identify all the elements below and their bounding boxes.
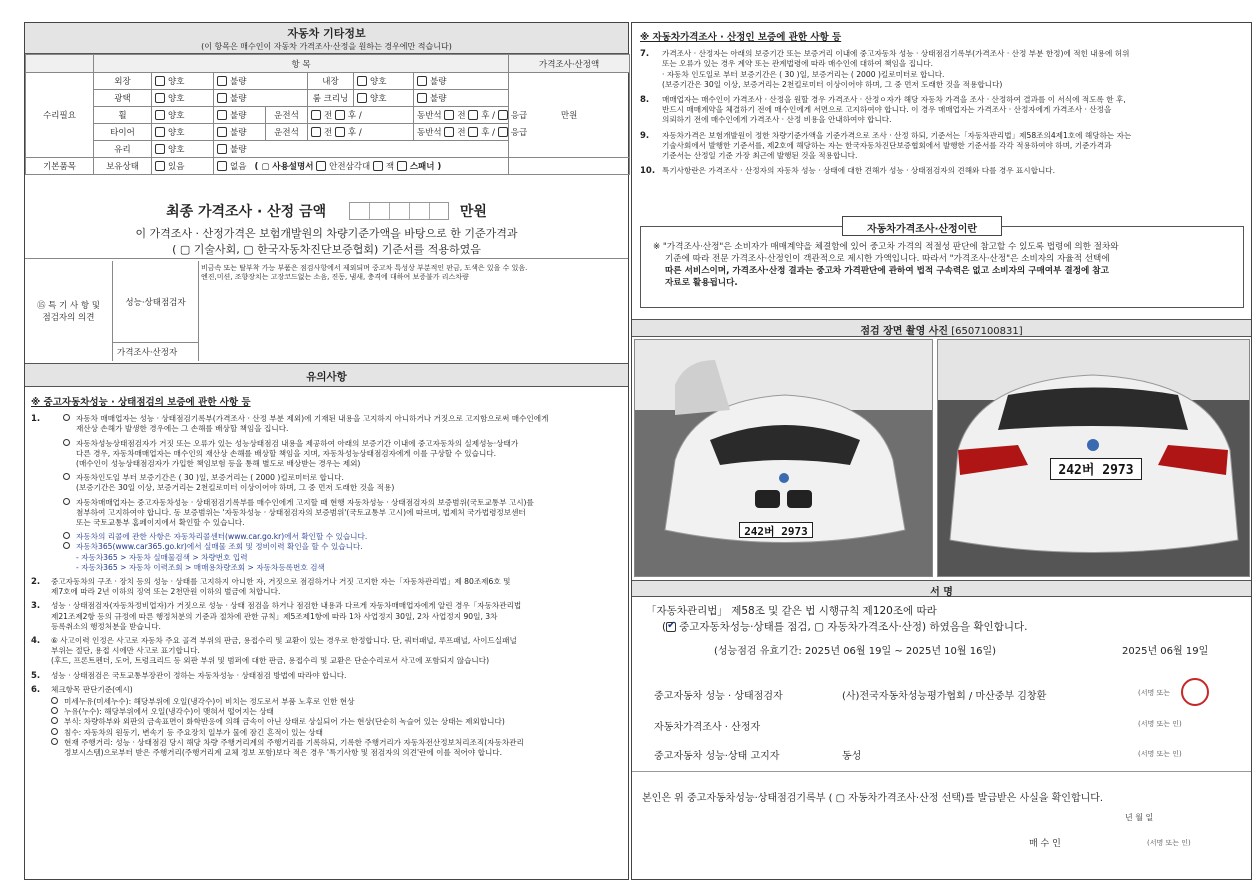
- notice-line: 누유(누수): 해당부위에서 오일(냉각수)이 맺혀서 떨어지는 상태: [64, 707, 274, 717]
- have-label: 있음: [168, 162, 185, 172]
- passenger-label: 동반석: [417, 111, 442, 121]
- appraisal-item-8: [640, 95, 1246, 126]
- row-interior: 내장: [308, 73, 354, 90]
- circle-bullet-icon: [63, 473, 70, 480]
- triangle-label: 안전삼각대: [329, 162, 371, 172]
- checkbox-icon[interactable]: [217, 110, 227, 120]
- circle-bullet-icon: [51, 717, 58, 724]
- row-exterior: 외장: [94, 73, 152, 90]
- sign-validity: (성능점검 유효기간: 2025년 06월 19일 ~ 2025년 10월 16일): [714, 646, 997, 657]
- good-label: 양호: [370, 94, 387, 104]
- notice-line: ⑥ 사고이력 인정은 사고로 자동차 주요 골격 부위의 판금, 용접수리 및 교환이 있는 경우로 한정합니다. 단, 쿼터패널, 루프패널, 사이드실패널: [51, 636, 517, 646]
- checkbox-icon[interactable]: [217, 161, 227, 171]
- passenger-label: 동반석: [417, 128, 442, 138]
- checkbox-icon[interactable]: [217, 144, 227, 154]
- notice-line: 부위는 절단, 용접 시에만 사고로 표기합니다.: [51, 646, 200, 656]
- room-bad[interactable]: [414, 90, 509, 107]
- final-price-row: [25, 201, 628, 221]
- circle-bullet-icon: [63, 498, 70, 505]
- notice-line: 자동차 매매업자는 성능 · 상태점검기록부(가격조사 · 산정 부분 제외)에 기재된 내용을 고지하지 아니하거나 거짓으로 고지함으로써 매수인에게: [76, 414, 549, 424]
- definition-line: 기준에 따라 전문 가격조사·산정인이 객관적으로 제시한 가액입니다. 따라서 "가격조사·산정"은 소비자의 자율적 선택에: [665, 254, 1110, 264]
- definition-line: ※ "가격조사·산정"은 소비자가 매매계약을 체결함에 있어 중고차 가격의 적절성 판단에 참고할 수 있도록 법령에 의한 절차와: [653, 242, 1119, 252]
- spanner-label: 스패너 ): [409, 162, 442, 172]
- notice-num: 4.: [31, 636, 41, 647]
- notice-line: 재산상 손해가 발생한 경우에는 그 손해를 배상할 책임을 집니다.: [76, 424, 289, 434]
- front-label: 전: [457, 111, 466, 121]
- tire-good[interactable]: [152, 124, 214, 141]
- checkbox-icon[interactable]: [155, 110, 165, 120]
- notice-line: 침수: 자동차의 원동기, 변속기 등 주요장치 일부가 물에 잠긴 흔적이 있는 상태: [64, 727, 323, 737]
- notice-line: 성능 · 상태점검은 국토교통부장관이 정하는 자동차성능 · 상태점검 방법에 따라야 합니다.: [51, 670, 347, 680]
- checkbox-icon[interactable]: [217, 76, 227, 86]
- notifier-name: 동성: [842, 751, 862, 762]
- front-label: 전: [457, 128, 466, 138]
- interior-bad[interactable]: [414, 73, 509, 90]
- rear-license-plate: 242버 2973: [1050, 458, 1142, 480]
- notice-line: 중고자동차의 구조 · 장치 등의 성능 · 상태를 고지하지 아니한 자, 거짓으로 점검하거나 거짓 고지한 자는「자동차관리법」제 80조제6호 및: [51, 577, 511, 587]
- notice-num: 3.: [31, 601, 41, 612]
- buyer-sign-note[interactable]: (서명 또는 인): [1147, 839, 1191, 847]
- notice-item-2: [31, 577, 625, 597]
- bad-label: 불량: [230, 77, 247, 87]
- emergency-label: 응급: [510, 128, 528, 138]
- rear-label: 후 /: [481, 128, 496, 138]
- notice-line: (보증기간은 30일 이상, 보증거리는 2천킬로미터 이상이어야 하며, 그 중 먼저 도래한 것을 적용): [76, 483, 395, 493]
- glass-good[interactable]: [152, 141, 214, 158]
- notice-line: 자동차성능상태점검자가 거짓 또는 오류가 있는 성능상태점검 내용을 제공하여 아래의 보증기간 이내에 중고자동차의 실제성능·상태가: [76, 438, 519, 448]
- checkbox-icon[interactable]: [155, 161, 165, 171]
- basic-label: 기본품목: [26, 158, 94, 175]
- notice-num: 5.: [31, 670, 41, 681]
- good-label: 양호: [168, 111, 185, 121]
- appraiser-label: 자동차가격조사 · 산정자: [654, 722, 761, 733]
- notice-num: 2.: [31, 577, 41, 588]
- opinion-text-2: 엔진,미션, 조향장치는 고장코드없는 소음, 진동, 냄새, 충격에 대하여 보증불가 리스차량: [201, 273, 469, 281]
- notice-line: 현재 주행거리: 성능 · 상태점검 당시 해당 차량 주행거리계의 주행거리를 기록하되, 기록한 주행거리가 자동차전산정보처리조직(자동차관리: [64, 737, 524, 747]
- notice-line: 자동차매매업자는 중고자동차성능 · 상태점검기록부를 매수인에게 고지할 때 현행 자동차성능 · 상태점검자의 보증범위(국토교통부 고시)를: [76, 497, 534, 507]
- sign-law: 「자동차관리법」 제58조 및 같은 법 시행규칙 제120조에 따라: [646, 605, 937, 617]
- checkbox-icon[interactable]: [316, 161, 326, 171]
- notice-line: 다른 경우, 자동차매매업자는 매수인의 재산상 손해를 배상할 책임을 지며, 자동차성능상태점검자에게 이를 구상할 수 있습니다.: [76, 448, 497, 458]
- circle-bullet-icon: [51, 738, 58, 745]
- good-label: 양호: [168, 145, 185, 155]
- emergency-label: 응급: [510, 111, 528, 121]
- appraisal-line: 가격조사 · 산정자는 아래의 보증기간 또는 보증거리 이내에 중고자동차 성능 · 상태점검기록부(가격조사 · 산정 부분 한정)에 적힌 내용에 허위: [662, 49, 1130, 59]
- opinion-inspector: 성능·상태점검자: [113, 261, 199, 343]
- circle-bullet-icon: [63, 532, 70, 539]
- notice-line: - 자동차365 > 자동차 실매물검색 > 차량번호 입력: [76, 552, 248, 562]
- rear-label: 후 /: [347, 128, 362, 138]
- buyer-ymd: 년 월 일: [1125, 813, 1154, 822]
- checkbox-icon[interactable]: [444, 127, 454, 137]
- tire-driver-opts[interactable]: [308, 124, 414, 141]
- definition-box-title: 자동차가격조사·산정이란: [842, 216, 1002, 236]
- final-line1: 이 가격조사 · 산정가격은 보험개발원의 차량기준가액을 바탕으로 한 기준가격과: [135, 227, 518, 240]
- final-price-block: [25, 193, 628, 259]
- good-label: 양호: [168, 128, 185, 138]
- exterior-good[interactable]: [152, 73, 214, 90]
- checkbox-icon[interactable]: [373, 161, 383, 171]
- notice-line: 미세누유(미세누수): 해당부위에 오일(냉각수)이 비치는 정도로서 부품 노후로 인한 현상: [64, 697, 355, 707]
- front-label: 전: [324, 111, 333, 121]
- notice-title: 유의사항: [25, 363, 628, 387]
- notice-item-6: [31, 685, 625, 758]
- tire-passenger-opts[interactable]: [414, 124, 630, 141]
- final-price-title: 최종 가격조사 · 산정 금액: [166, 204, 327, 220]
- tire-driver: 운전석: [266, 124, 308, 141]
- photo-id: [6507100831]: [951, 326, 1023, 337]
- vehicle-info-header: [25, 23, 628, 54]
- checkbox-icon[interactable]: [498, 110, 508, 120]
- notice-item-5: [31, 671, 625, 681]
- bad-label: 불량: [230, 145, 247, 155]
- final-price-unit: 만원: [459, 204, 487, 220]
- room-good[interactable]: [354, 90, 414, 107]
- keeping-none[interactable]: [214, 158, 509, 175]
- checkbox-icon[interactable]: [444, 110, 454, 120]
- wheel-good[interactable]: [152, 107, 214, 124]
- appraisal-item-10: [640, 166, 1246, 176]
- circle-bullet-icon: [51, 707, 58, 714]
- inspector-sign-note: (서명 또는: [1138, 689, 1171, 697]
- notice-item-1: [31, 414, 625, 573]
- gloss-good[interactable]: [152, 90, 214, 107]
- sign-check-line: 중고자동차성능·상태를 점검, ▢ 자동차가격조사·산정) 하였음을 확인합니다.: [679, 621, 1028, 633]
- appraisal-num: 9.: [640, 130, 650, 141]
- opinion-block: [25, 261, 628, 361]
- checkbox-icon[interactable]: [468, 127, 478, 137]
- appraisal-num: 10.: [640, 166, 656, 177]
- col-price-header: 가격조사·산정액: [509, 55, 630, 73]
- appraisal-line: 또는 오류가 있는 경우 계약 또는 관계법령에 따라 매수인에 대하여 책임을 집니다.: [662, 59, 934, 69]
- jack-label: 잭: [385, 162, 395, 172]
- vehicle-info-table: [25, 54, 630, 175]
- checkbox-icon[interactable]: [155, 93, 165, 103]
- checked-checkbox-icon[interactable]: [666, 622, 676, 632]
- notice-line: - 자동차365 > 자동차 이력조회 > 매매용차량조회 > 자동차등록번호 검색: [76, 562, 325, 572]
- rear-label: 후 /: [347, 111, 362, 121]
- good-label: 양호: [370, 77, 387, 87]
- definition-box: [640, 226, 1244, 308]
- good-label: 양호: [168, 77, 185, 87]
- notice-line: 부식: 차량하부와 외판의 금속표면이 화학반응에 의해 금속이 아닌 상태로 상실되어 가는 현상(단순히 녹슬어 있는 상태는 제외합니다): [64, 717, 505, 727]
- circle-bullet-icon: [51, 728, 58, 735]
- left-panel: [24, 22, 629, 880]
- glass-bad[interactable]: [214, 141, 509, 158]
- buyer-confirm: 본인은 위 중고자동차성능·상태점검기록부 ( ▢ 자동차가격조사·산정 선택)를 발급받은 사실을 확인합니다.: [642, 793, 1104, 804]
- circle-bullet-icon: [51, 697, 58, 704]
- front-label: 전: [324, 128, 333, 138]
- notice-item-3: [31, 601, 625, 632]
- circle-bullet-icon: [63, 439, 70, 446]
- appraisal-num: 7.: [640, 49, 650, 60]
- front-license-plate: 242버 2973: [739, 522, 813, 538]
- car365-link[interactable]: 자동차365(www.car365.go.kr)에서 실매물 조회 및 정비이력 확인을 할 수 있습니다.: [76, 542, 363, 552]
- notice-line: 등록취소의 행정처분을 받습니다.: [51, 621, 161, 631]
- vehicle-info-subtitle: (이 항목은 매수인이 자동차 가격조사·산정을 원하는 경우에만 적습니다): [201, 42, 452, 51]
- checkbox-icon[interactable]: [155, 144, 165, 154]
- notice-line: 정보시스템)으로부터 받은 주행거리(주행거리계 교체 정보 포함)보다 적은 경우 '특기사항 및 점검자의 의견'란에 이를 적어야 합니다.: [64, 748, 503, 758]
- notifier-label: 중고자동차 성능·상태 고지자: [654, 751, 780, 762]
- appraisal-line: 기술사회에서 발행한 기준서를, 제2호에 해당하는 자는 한국자동차진단보증협회에서 발행한 기준서를 각각 적용하여야 하며, 기준가격과: [662, 140, 1112, 150]
- right-panel: [631, 22, 1252, 880]
- tire-bad[interactable]: [214, 124, 266, 141]
- wheel-bad[interactable]: [214, 107, 266, 124]
- inspector-name: (사)전국자동차성능평가협회 / 마산중부 김창환: [842, 691, 1047, 702]
- price-unit: 만원: [509, 73, 630, 158]
- checkbox-icon[interactable]: [217, 93, 227, 103]
- bad-label: 불량: [230, 111, 247, 121]
- appraisal-line: 기준서는 산정일 기준 가장 최근에 발행된 것을 적용합니다.: [662, 151, 858, 161]
- appraiser-sign-note[interactable]: (서명 또는 인): [1138, 720, 1182, 728]
- notice-line: 자동차인도일 부터 보증기간은 ( 30 )일, 보증거리는 ( 2000 )킬로미터로 합니다.: [76, 473, 344, 483]
- appraisal-line: (보증기간은 30일 이상, 보증거리는 2천킬로미터 이상이어야 하며, 그 중 먼저 도래한 것을 적용합니다): [662, 79, 1003, 89]
- final-line2: ( ▢ 기술사회, ▢ 한국자동차진단보증협회) 기준서를 적용하였음: [172, 243, 481, 256]
- notice-num: 6.: [31, 684, 41, 695]
- notice-line: (매수인이 성능상태점검자가 가입한 책임보험 등을 통해 별도로 배상받는 경우는 제외): [76, 459, 361, 469]
- photo-header: [632, 319, 1251, 337]
- notice-line: 첨부하여 고지하여야 합니다. 동 보증범위는 '자동차성능 · 상태점검자의 보증범위'(국토교통부 고시)에 따르며, 법제처 국가법령정보센터: [76, 507, 526, 517]
- circle-bullet-icon: [63, 414, 70, 421]
- opinion-text: [201, 264, 626, 282]
- appraisal-line: 특기사항란은 가격조사 · 산정자의 자동차 성능 · 상태에 대한 견해가 성능 · 상태점검자의 견해와 다를 경우 표시합니다.: [662, 166, 1056, 176]
- rear-car-photo: [937, 339, 1250, 577]
- appraisal-item-9: [640, 131, 1246, 162]
- row-room-clean: 룸 크리닝: [308, 90, 354, 107]
- opinion-text-1: 비금속 또는 탈부착 가능 부품은 점검사항에서 제외되며 중고차 특성상 부분적인 판금, 도색은 있을 수 있음.: [201, 264, 528, 272]
- notice-line: 성능 · 상태점검자(자동차정비업자)가 거짓으로 성능 · 상태 점검을 하거나 점검한 내용과 다르게 자동차매매업자에게 알린 경우「자동차관리법: [51, 601, 522, 611]
- checkbox-icon[interactable]: [417, 76, 427, 86]
- definition-line: 따른 서비스이며, 가격조사·산정 결과는 중고차 가격판단에 관하여 법적 구속력은 없고 소비자의 구매여부 결정에 참고: [665, 266, 1109, 276]
- sign-check-row: (✔ 중고자동차성능·상태를 점검, ▢ 자동차가격조사·산정) 하였음을 확인합니다.: [662, 619, 1027, 634]
- checkbox-icon[interactable]: [397, 161, 407, 171]
- notice-line: 체크항목 판단기준(예시): [51, 684, 133, 694]
- checkbox-icon[interactable]: [468, 110, 478, 120]
- circle-bullet-icon: [63, 542, 70, 549]
- repair-label: 수리필요: [26, 73, 94, 158]
- checkbox-icon[interactable]: [357, 93, 367, 103]
- exterior-bad[interactable]: [214, 73, 308, 90]
- checkbox-icon[interactable]: [498, 127, 508, 137]
- appraisal-line: 매매업자는 매수인이 가격조사 · 산정을 원할 경우 가격조사 · 산정ㅇ자가 해당 자동차 가격을 조사 · 산정하여 결과를 이 서식에 적도록 한 후,: [662, 95, 1126, 105]
- appraisal-list: [640, 33, 1246, 176]
- manual-label: ( ▢ 사용설명서: [254, 162, 314, 172]
- sign-divider: [632, 771, 1251, 772]
- appraisal-line: · 자동차 인도일로 부터 보증기간은 ( 30 )일, 보증거리는 ( 2000 )킬로미터로 합니다.: [662, 69, 945, 79]
- checkbox-icon[interactable]: [155, 127, 165, 137]
- checkbox-icon[interactable]: [311, 110, 321, 120]
- notice-section: ※ 중고자동차성능 · 상태점검의 보증에 관한 사항 등: [31, 397, 251, 408]
- front-car-illustration: [635, 340, 932, 576]
- notice-line: (후드, 프론트펜더, 도어, 트렁크리드 등 외판 부위 및 범퍼에 대한 판금, 용접수리 및 교환은 단순수리로서 사고에 포함되지 않습니다): [51, 656, 490, 666]
- notice-line: 또는 국토교통부 홈페이지에서 확인할 수 있습니다.: [76, 518, 245, 528]
- notice-line: 제21조제2항 등의 규정에 따른 행정처분의 기준과 절차에 관한 규칙」제5조제1항에 따라 1차 사업정지 30일, 2차 사업정지 90일, 3차: [51, 611, 498, 621]
- opinion-appraiser: 가격조사·산정자: [113, 343, 199, 361]
- photo-title: 점검 장면 촬영 사진: [860, 326, 949, 337]
- sign-date: 2025년 06월 19일: [1122, 646, 1209, 657]
- appraisal-line: 자동차가격은 보험개발원이 정한 차량기준가액을 기준가격으로 조사 · 산정 하되, 기준서는「자동차관리법」제58조의4제1호에 해당하는 자는: [662, 130, 1132, 140]
- notice-list: [31, 398, 625, 758]
- bad-label: 불량: [430, 94, 447, 104]
- wheel-driver: 운전석: [266, 107, 308, 124]
- row-glass: 유리: [94, 141, 152, 158]
- appraisal-line: 의뢰하기 전에 매수인에게 가격조사 · 산정 비용을 안내하여야 합니다.: [662, 115, 892, 125]
- checkbox-icon[interactable]: [155, 76, 165, 86]
- row-keeping: 보유상태: [94, 158, 152, 175]
- checkbox-icon[interactable]: [357, 76, 367, 86]
- checkbox-icon[interactable]: [335, 127, 345, 137]
- row-tire: 타이어: [94, 124, 152, 141]
- checkbox-icon[interactable]: [417, 93, 427, 103]
- notifier-sign-note[interactable]: (서명 또는 인): [1138, 750, 1182, 758]
- none-label: 없음: [230, 162, 247, 172]
- appraisal-section: ※ 자동차가격조사 · 산정인 보증에 관한 사항 등: [640, 32, 842, 43]
- appraisal-line: 반드시 매매계약을 체결하기 전에 매수인에게 서면으로 고지하여야 합니다. 이 경우 매매업자는 가격조사 · 산정자에게 가격조사 · 산정을: [662, 105, 1112, 115]
- seal-stamp: [1181, 678, 1209, 706]
- col-item-header: 항 목: [94, 55, 509, 73]
- buyer-label: 매 수 인: [1029, 839, 1061, 849]
- row-wheel: 휠: [94, 107, 152, 124]
- checkbox-icon[interactable]: [217, 127, 227, 137]
- notice-item-4: [31, 636, 625, 667]
- appraisal-item-7: [640, 49, 1246, 90]
- checkbox-icon[interactable]: [335, 110, 345, 120]
- vehicle-info-title: 자동차 기타정보: [287, 27, 366, 40]
- front-car-photo: [634, 339, 933, 577]
- checkbox-icon[interactable]: [311, 127, 321, 137]
- final-price-boxes[interactable]: [349, 202, 449, 220]
- opinion-label: ⑮ 특 기 사 항 및 점검자의 의견: [25, 261, 113, 361]
- bad-label: 불량: [430, 77, 447, 87]
- interior-good[interactable]: [354, 73, 414, 90]
- good-label: 양호: [168, 94, 185, 104]
- bad-label: 불량: [230, 128, 247, 138]
- notice-line: 제7호에 따라 2년 이하의 징역 또는 2천만원 이하의 벌금에 처합니다.: [51, 587, 281, 597]
- wheel-passenger-opts[interactable]: [414, 107, 630, 124]
- gloss-bad[interactable]: [214, 90, 308, 107]
- bad-label: 불량: [230, 94, 247, 104]
- sign-header: 서 명: [632, 580, 1251, 597]
- definition-line: 자료로 활용됩니다.: [665, 278, 738, 288]
- notice-num: 1.: [31, 414, 41, 425]
- wheel-driver-opts[interactable]: [308, 107, 414, 124]
- inspector-label: 중고자동차 성능 · 상태점검자: [654, 691, 783, 702]
- appraisal-num: 8.: [640, 95, 650, 106]
- keeping-have[interactable]: [152, 158, 214, 175]
- row-gloss: 광택: [94, 90, 152, 107]
- rear-label: 후 /: [481, 111, 496, 121]
- recall-link[interactable]: 자동차의 리콜에 관한 사항은 자동차리콜센터(www.car.go.kr)에서 확인할 수 있습니다.: [76, 532, 368, 542]
